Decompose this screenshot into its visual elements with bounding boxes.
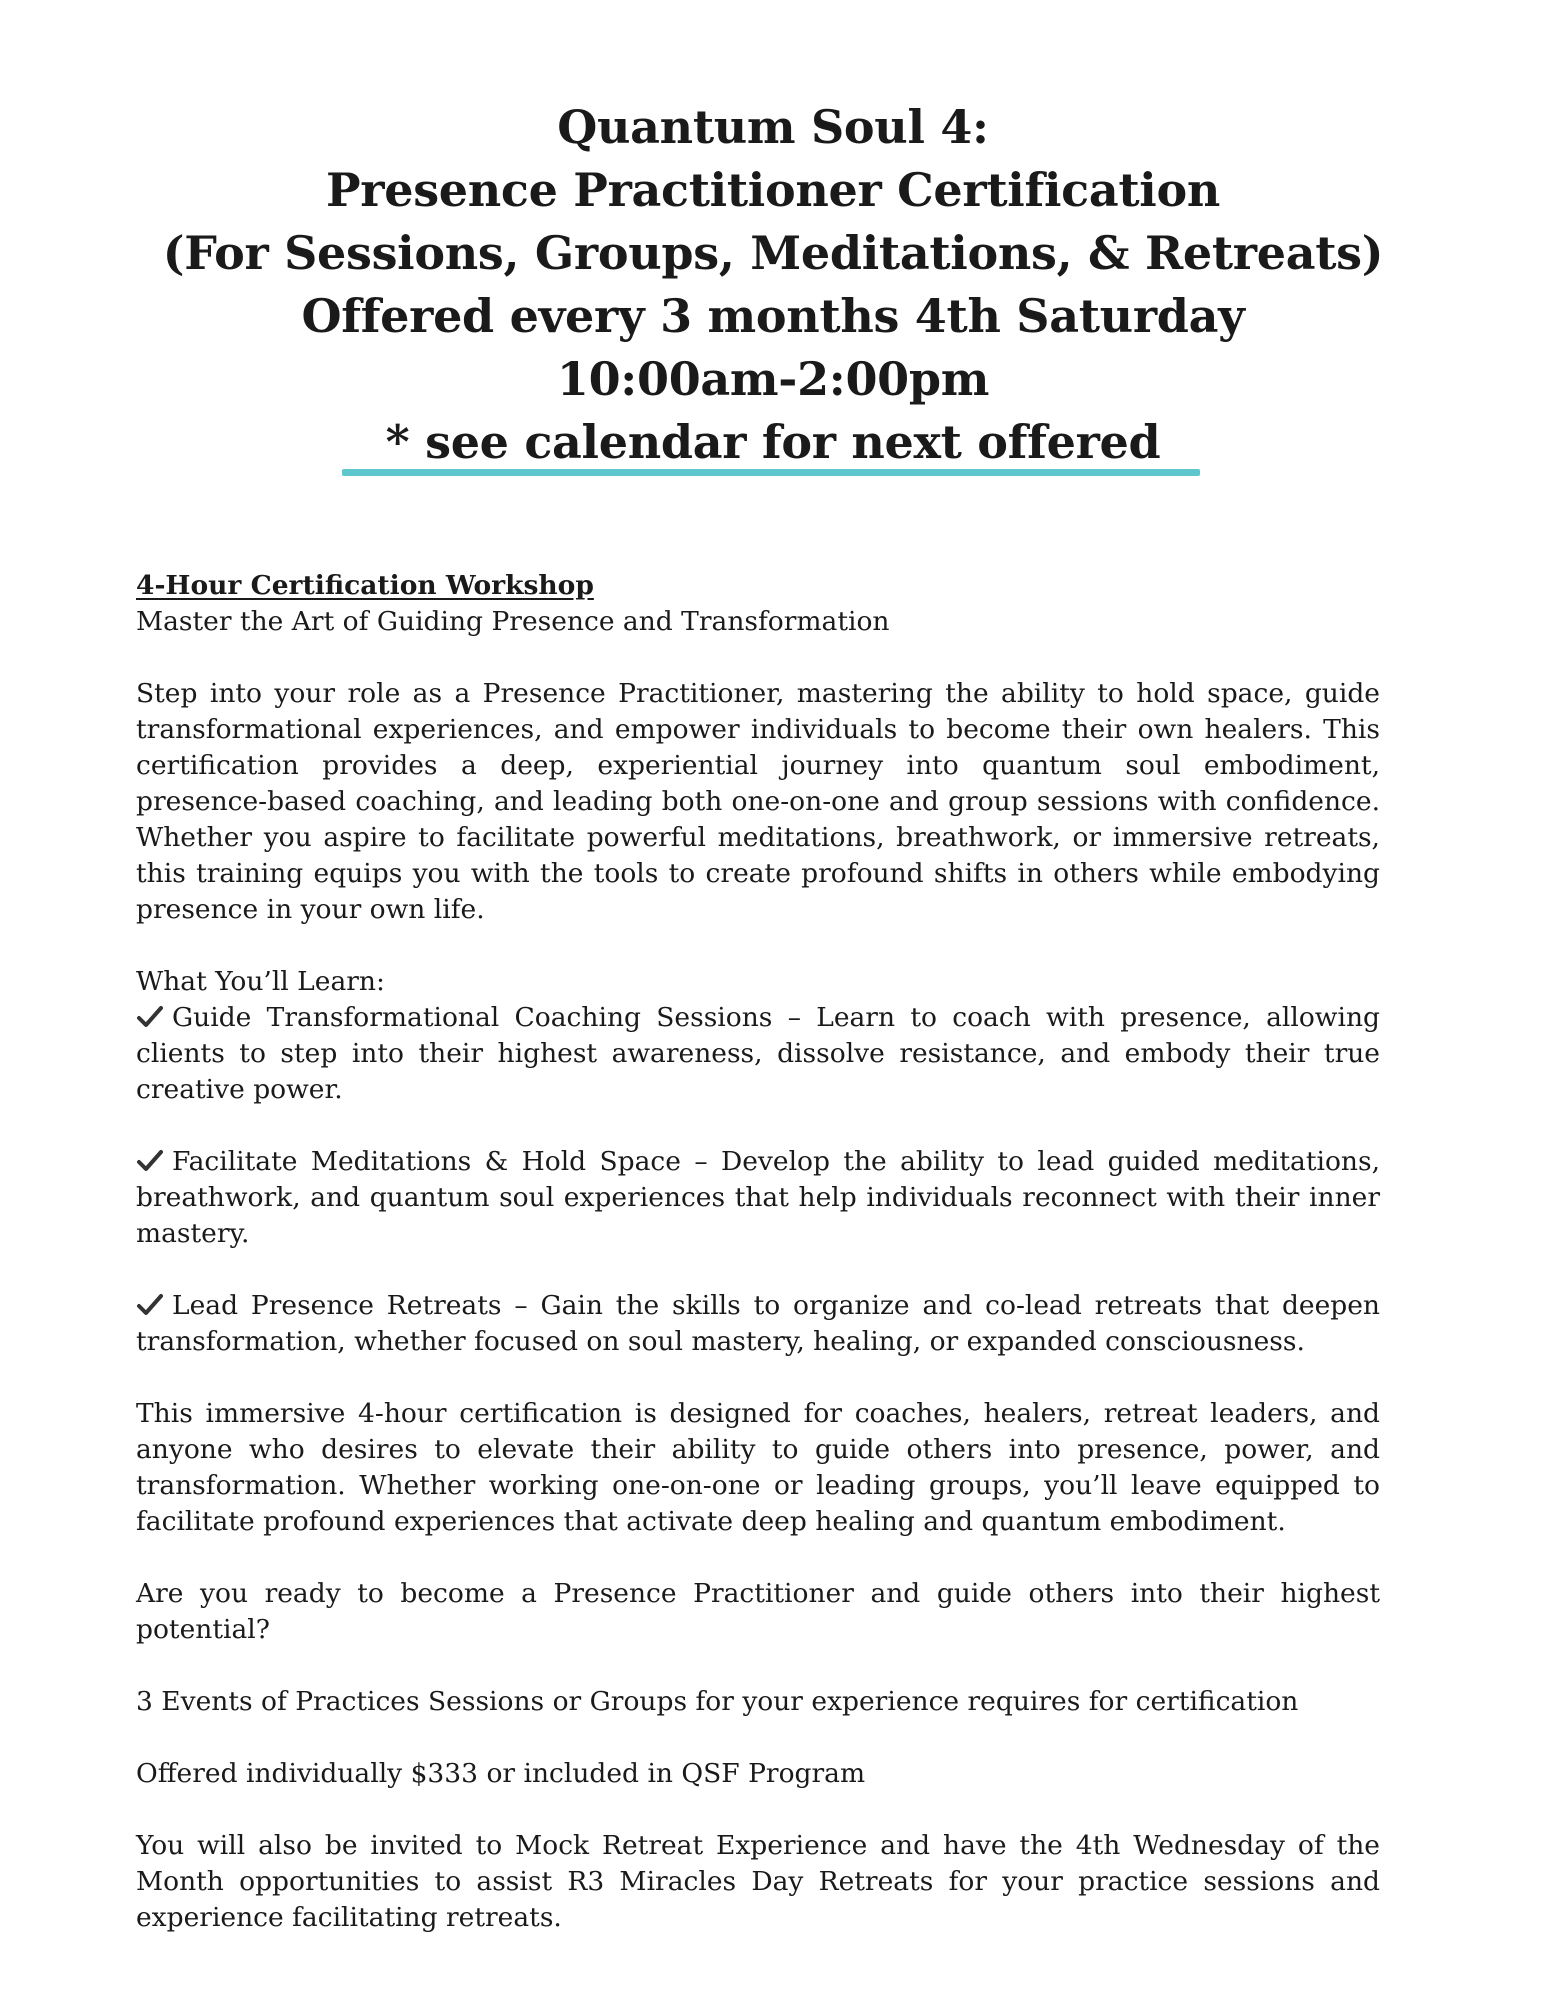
learn-heading: What You’ll Learn: (136, 966, 385, 997)
check-mark-icon (136, 1149, 164, 1173)
workshop-heading: 4-Hour Certification Workshop (136, 570, 594, 601)
title-line-6: * see calendar for next offered (385, 415, 1161, 469)
title-line-3: (For Sessions, Groups, Meditations, & Retreats) (162, 226, 1384, 280)
title-block (0, 96, 1546, 474)
spacer (136, 640, 1380, 676)
title-line-1: Quantum Soul 4: (557, 100, 989, 154)
learn-item-text: Lead Presence Retreats – Gain the skills to organize and co-lead retreats that deepen transformation, whether focused on soul mastery, healing, or expanded consciousness. (136, 1290, 1380, 1357)
check-mark-icon (136, 1005, 164, 1029)
learn-item-text: Guide Transformational Coaching Sessions – Learn to coach with presence, allowing clients to step into their highest awareness, dissolve resistance, and embody their true creative power. (136, 1002, 1380, 1105)
learn-item-text: Facilitate Meditations & Hold Space – Develop the ability to lead guided meditations, breathwork, and quantum soul experiences that help individuals reconnect with their inner mastery. (136, 1146, 1380, 1249)
document-body (136, 568, 1380, 1972)
title-divider (342, 469, 1200, 476)
learn-item (136, 1144, 1380, 1252)
pricing-paragraph: Offered individually $333 or included in QSF Program (136, 1758, 866, 1789)
title-line-4: Offered every 3 months 4th Saturday (301, 289, 1245, 343)
learn-item (136, 1000, 1380, 1108)
requirement-paragraph: 3 Events of Practices Sessions or Groups for your experience requires for certification (136, 1686, 1299, 1717)
question-paragraph: Are you ready to become a Presence Practitioner and guide others into their highest potential? (136, 1578, 1380, 1645)
title-line-5: 10:00am-2:00pm (556, 352, 990, 406)
audience-paragraph: This immersive 4-hour certification is designed for coaches, healers, retreat leaders, and anyone who desires to elevate their ability to guide others into presence, power, and transformation. Whether working one-on-one or leading groups, you’ll leave equipped to facilitate profound experiences that activate deep healing and quantum embodiment. (136, 1398, 1380, 1537)
intro-paragraph: Step into your role as a Presence Practitioner, mastering the ability to hold space, guide transformational experiences, and empower individuals to become their own healers. This certification provides a deep, experiential journey into quantum soul embodiment, presence-based coaching, and leading both one-on-one and group sessions with confidence. Whether you aspire to facilitate powerful meditations, breathwork, or immersive retreats, this training equips you with the tools to create profound shifts in others while embodying presence in your own life. (136, 678, 1380, 925)
check-mark-icon (136, 1293, 164, 1317)
learn-item (136, 1288, 1380, 1360)
invitation-paragraph: You will also be invited to Mock Retreat Experience and have the 4th Wednesday of the Month opportunities to assist R3 Miracles Day Retreats for your practice sessions and experience facilitating retreats. (136, 1830, 1380, 1933)
title-line-2: Presence Practitioner Certification (326, 163, 1220, 217)
workshop-subheading: Master the Art of Guiding Presence and Transformation (136, 606, 890, 637)
